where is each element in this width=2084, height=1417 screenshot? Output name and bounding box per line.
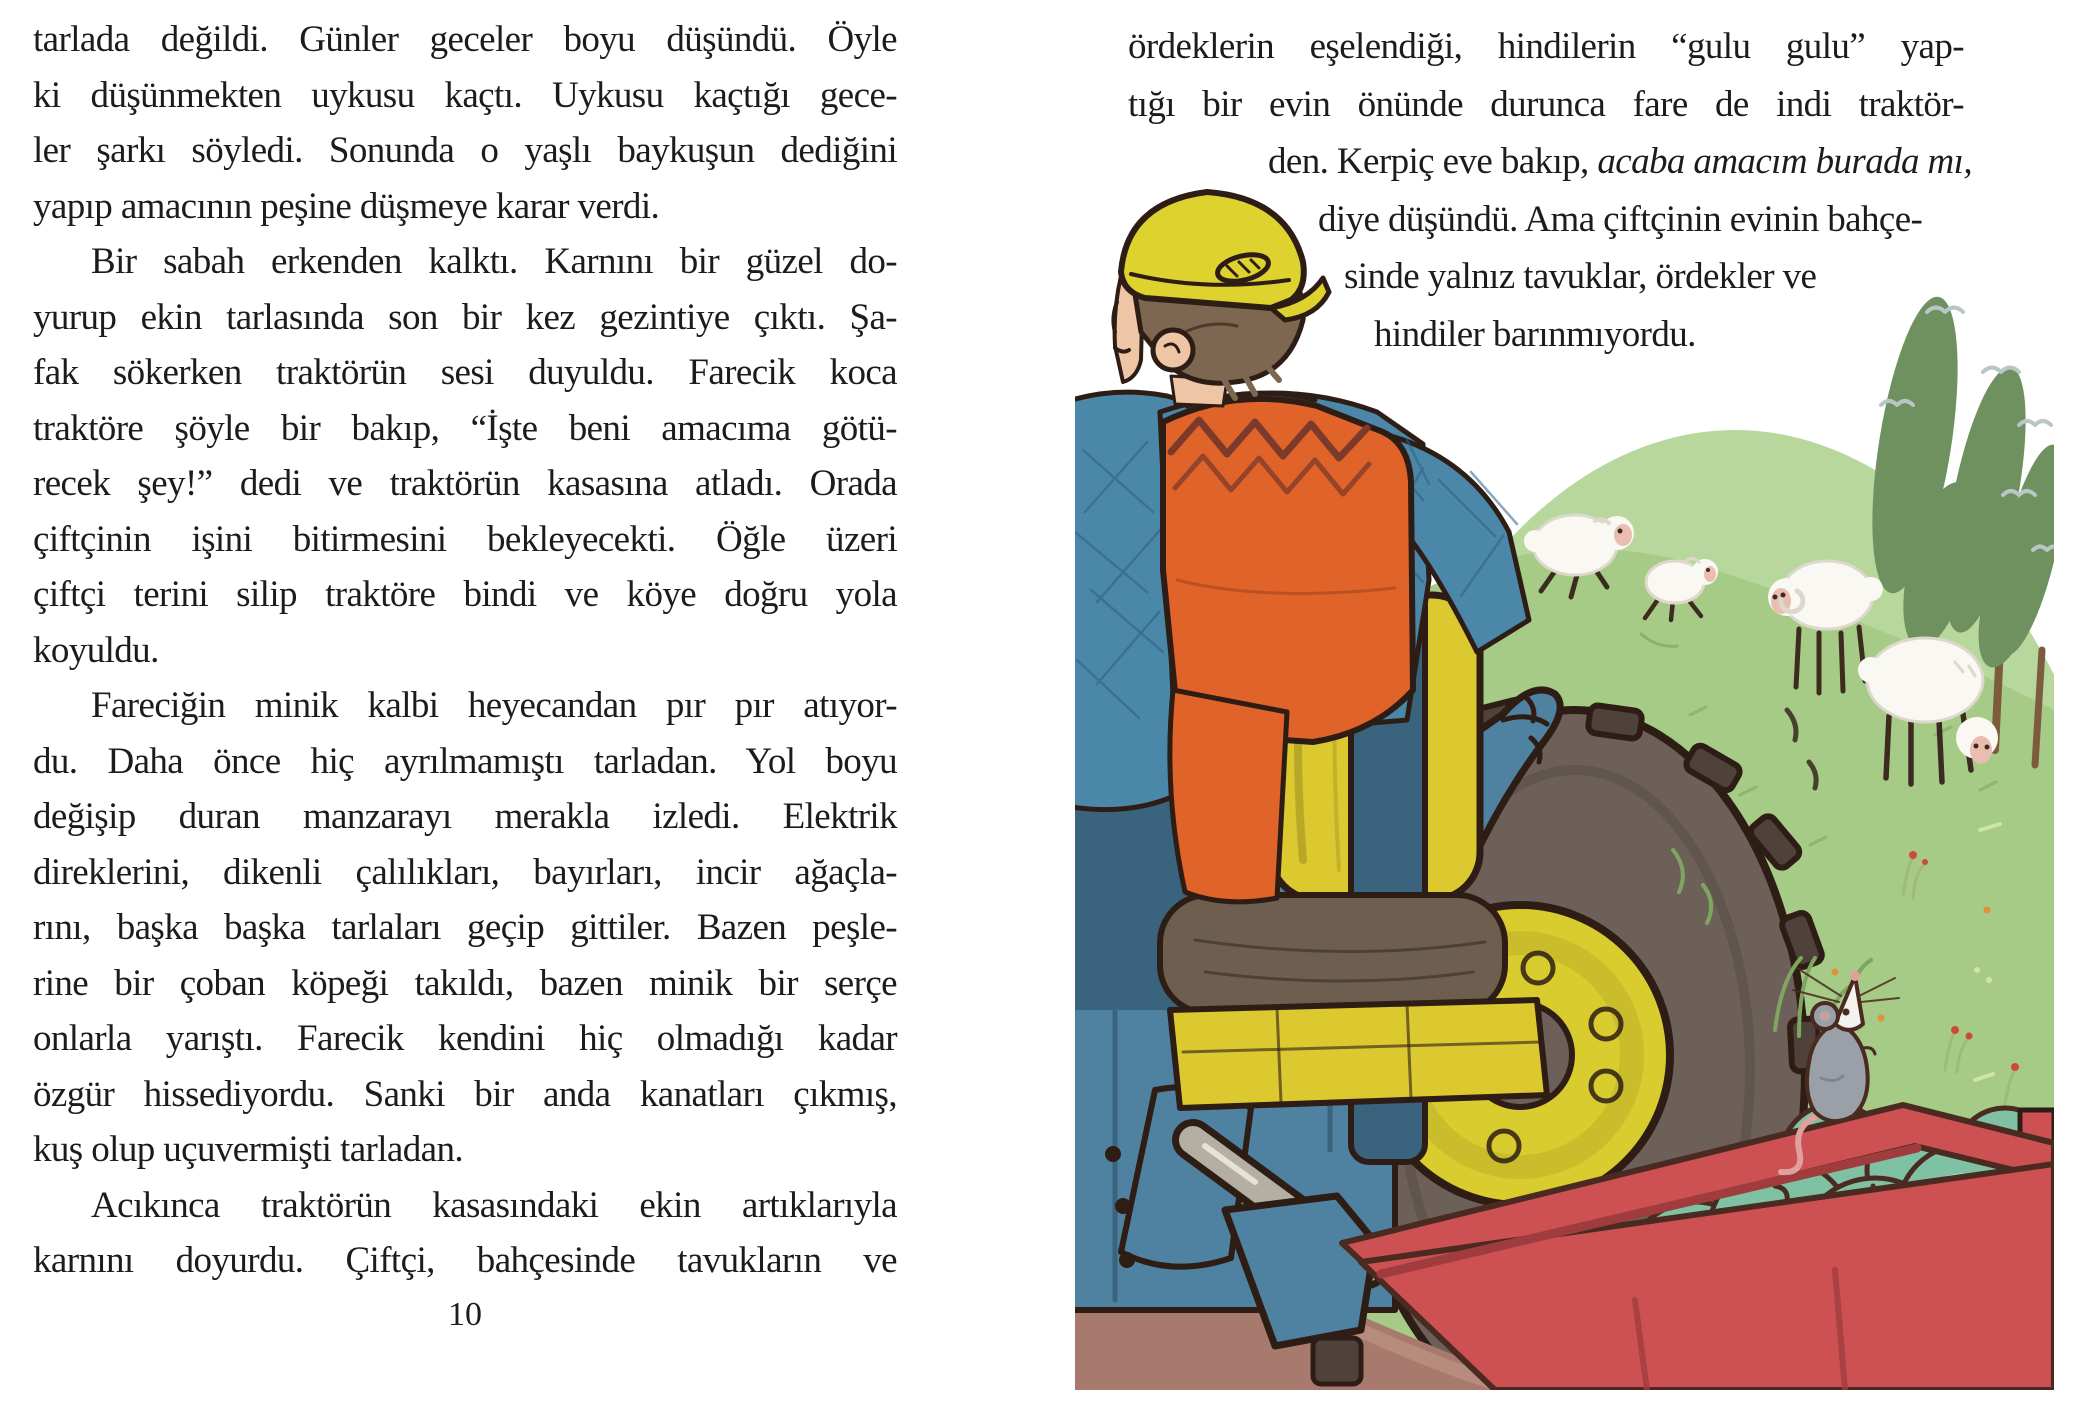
seat-cushion: [1160, 895, 1505, 1013]
text-line: den. Kerpiç eve bakıp, acaba amacım burada mı,: [1268, 141, 1973, 182]
text-line: rını, başka başka tarlaları geçip gittiler. Bazen peşle-: [33, 907, 897, 948]
text-line: ördeklerin eşelendiği, hindilerin “gulu gulu” yap-: [1128, 26, 1964, 67]
text-line: koyuldu.: [33, 629, 159, 671]
mouse-eye: [1843, 1009, 1850, 1016]
text-line: yapıp amacının peşine düşmeye karar verdi.: [33, 185, 660, 227]
text-line: hindiler barınmıyordu.: [1374, 313, 1696, 355]
text-line: tarlada değildi. Günler geceler boyu düşündü. Öyle: [33, 19, 897, 60]
text-line: direklerini, dikenli çalılıkları, bayırları, incir ağaçla-: [33, 851, 897, 893]
text-line: ler şarkı söyledi. Sonunda o yaşlı baykuşun dediğini: [33, 130, 897, 171]
text-line: fak sökerken traktörün sesi duyuldu. Farecik koca: [33, 352, 897, 393]
left-page-text: [33, 12, 897, 1289]
text-line: çiftçi terini silip traktöre bindi ve köye doğru yola: [33, 574, 897, 615]
text-line: sinde yalnız tavuklar, ördekler ve: [1344, 256, 1817, 297]
page-number: 10: [448, 1296, 482, 1333]
mouse-nose: [1850, 971, 1860, 981]
hitch-pin: [1313, 1338, 1361, 1384]
right-page-text: [1075, 18, 1973, 363]
text-line: Fareciğin minik kalbi heyecandan pır pır atıyor-: [91, 685, 897, 726]
text-line: yurup ekin tarlasında son bir kez gezintiye çıktı. Şa-: [33, 296, 897, 338]
text-line: diye düşündü. Ama çiftçinin evinin bahçe-: [1318, 198, 1923, 240]
text-line: çiftçinin işini bitirmesini bekleyecekti. Öğle üzeri: [33, 518, 897, 560]
text-line: kuş olup uçuvermişti tarladan.: [33, 1129, 464, 1170]
text-line: değişip duran manzarayı merakla izledi. Elektrik: [33, 796, 897, 837]
text-line: karnını doyurdu. Çiftçi, bahçesinde tavukların ve: [33, 1240, 897, 1281]
text-line: rine bir çoban köpeği takıldı, bazen minik bir serçe: [33, 962, 897, 1004]
farmer-vest-lower: [1170, 690, 1287, 902]
text-line: du. Daha önce hiç ayrılmamıştı tarladan. Yol boyu: [33, 740, 897, 782]
text-line: onlarla yarıştı. Farecik kendini hiç olmadığı kadar: [33, 1018, 897, 1059]
text-line: tığı bir evin önünde durunca fare de indi traktör-: [1128, 83, 1964, 125]
text-line: traktöre şöyle bir bakıp, “İşte beni amacıma götü-: [33, 407, 897, 449]
text-line: ki düşünmekten uykusu kaçtı. Uykusu kaçtığı gece-: [33, 74, 897, 116]
seat-base: [1170, 1000, 1547, 1108]
text-line: Acıkınca traktörün kasasındaki ekin artıklarıyla: [91, 1184, 897, 1226]
text-line: özgür hissediyordu. Sanki bir anda kanatları çıkmış,: [33, 1073, 897, 1115]
text-line: Bir sabah erkenden kalktı. Karnını bir güzel do-: [91, 241, 897, 282]
bird-icon: [2033, 547, 2054, 551]
text-line: recek şey!” dedi ve traktörün kasasına atladı. Orada: [33, 463, 897, 504]
